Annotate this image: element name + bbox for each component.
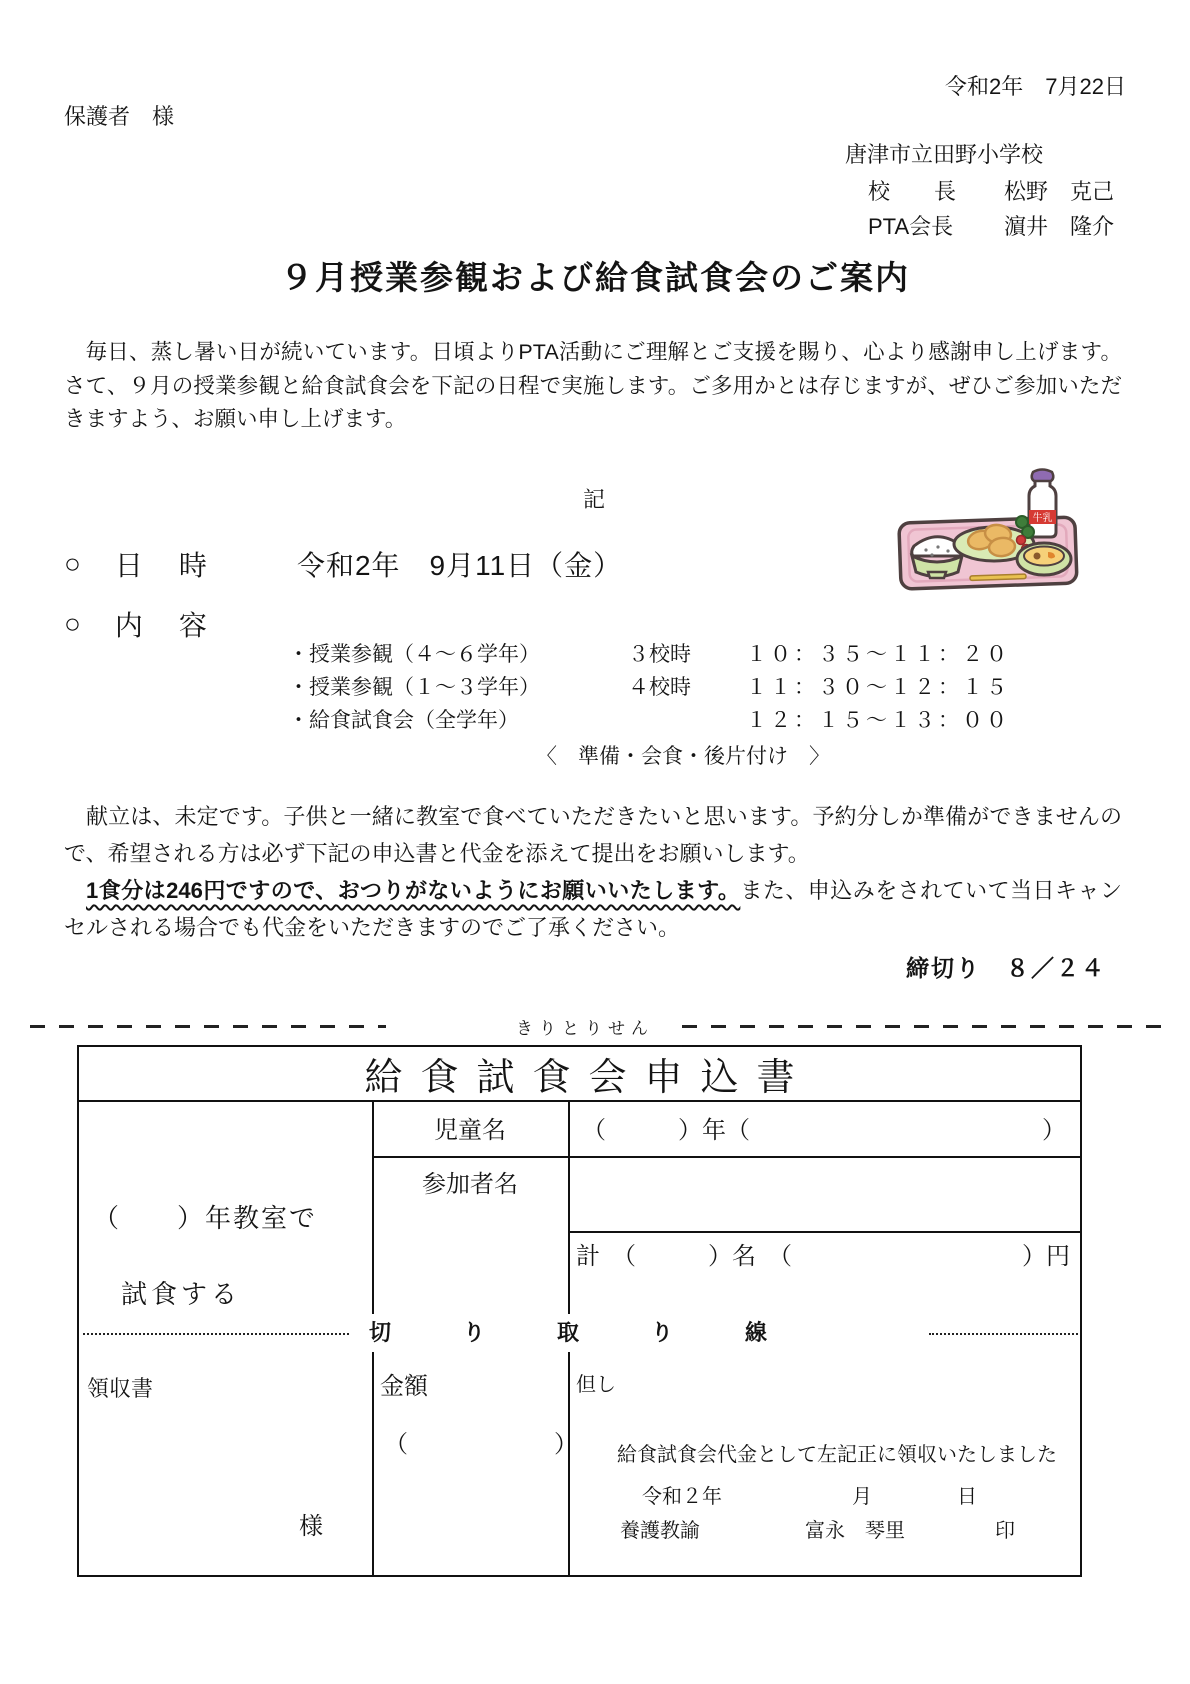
form-cut-dotted-right xyxy=(929,1333,1078,1335)
schedule-row xyxy=(288,702,1010,735)
principal-label: 校 長 xyxy=(868,179,957,204)
price-emphasis: 1食分は246円ですので、おつりがないようにお願いいたします。 xyxy=(86,878,741,903)
schedule-item-period: ３校時 xyxy=(628,642,691,666)
preparation-note: 〈 準備・会食・後片付け 〉 xyxy=(536,745,830,768)
receipt-month: 月 xyxy=(852,1486,872,1508)
schedule-row xyxy=(288,669,1010,702)
form-cut-line-label: 切り取り線 xyxy=(369,1320,840,1345)
form-hline xyxy=(372,1156,1080,1158)
recipient-line: 保護者 様 xyxy=(64,104,175,129)
page-title: ９月授業参観および給食試食会のご案内 xyxy=(280,259,910,296)
schedule-item-period: ４校時 xyxy=(628,675,691,699)
circle-bullet: ○ xyxy=(64,608,81,639)
document-date: 令和2年 7月22日 xyxy=(945,74,1126,99)
principal-line xyxy=(868,175,1114,206)
milk-label-text: 牛乳 xyxy=(1032,513,1053,524)
intro-paragraph: 毎日、蒸し暑い日が続いています。日頃よりPTA活動にご理解とご支援を賜り、心より感謝申し上げます。さて、９月の授業参観と給食試食会を下記の日程で実施します。ご多用かとは存じますが、ぜひご参加いただきますよう、お願い申し上げます。 xyxy=(64,340,1122,431)
amount-field: （ ） xyxy=(384,1431,588,1458)
child-name-field xyxy=(568,1110,1080,1145)
schedule-list xyxy=(288,636,1010,735)
receipt-label: 領収書 xyxy=(87,1376,154,1401)
participants-label: 参加者名 xyxy=(422,1171,518,1198)
deadline: 締切り ８／２４ xyxy=(906,955,1106,981)
form-vline xyxy=(372,1352,374,1575)
price-rest: また、申込みをされていて当日キャンセルされる場合でも代金をいただきますのでご了承ください。 xyxy=(64,878,1122,940)
milk-bottle xyxy=(1029,470,1056,538)
cut-line-label: きりとりせん xyxy=(516,1019,654,1038)
school-name: 唐津市立田野小学校 xyxy=(845,142,1044,167)
tadashi-label: 但し xyxy=(576,1374,616,1396)
milk-cap xyxy=(1032,470,1054,482)
school-lunch-illustration xyxy=(888,460,1090,596)
child-name-label: 児童名 xyxy=(434,1117,506,1144)
schedule-item-label: ・授業参観（４～６学年） xyxy=(288,642,540,666)
signer-line xyxy=(620,1514,1015,1543)
classroom-choice-line2: 試食する xyxy=(121,1279,242,1309)
tomato xyxy=(1017,536,1026,545)
menu-paragraph: 献立は、未定です。子供と一緒に教室で食べていただきたいと思います。予約分しか準備ができませんので、希望される方は必ず下記の申込書と代金を添えて提出をお願いします。 xyxy=(64,804,1122,866)
form-vline xyxy=(568,1352,570,1575)
principal-name: 松野 克己 xyxy=(1003,179,1114,204)
form-cut-dotted-left xyxy=(83,1333,349,1335)
total-field-right: ）円 xyxy=(1022,1243,1070,1270)
pta-label: PTA会長 xyxy=(868,214,954,239)
pta-chair-name: 濵井 隆介 xyxy=(1003,214,1114,239)
schedule-item-label: ・授業参観（１～３学年） xyxy=(288,675,540,699)
amount-label: 金額 xyxy=(380,1373,428,1400)
total-field xyxy=(568,1236,1080,1271)
cut-dash-right xyxy=(682,1025,1166,1028)
receipt-day: 日 xyxy=(957,1486,977,1508)
child-name-field-left: （ ）年（ xyxy=(582,1117,750,1144)
soup-bowl xyxy=(1017,543,1071,575)
event-date-value: 令和2年 9月11日（金） xyxy=(296,550,623,581)
chopsticks xyxy=(970,574,1026,580)
ki-marker: 記 xyxy=(582,487,607,512)
form-body xyxy=(79,1102,1080,1575)
price-paragraph xyxy=(64,872,1122,946)
schedule-item-time: １０：３５～１１：２０ xyxy=(746,642,1010,666)
receipt-date-line xyxy=(642,1480,977,1509)
schedule-item-time: １１：３０～１２：１５ xyxy=(746,675,1010,699)
cut-line xyxy=(30,1014,1166,1039)
pta-chair-line xyxy=(868,210,1114,241)
event-content-line xyxy=(64,604,211,644)
total-field-left: 計 （ ）名 （ xyxy=(576,1243,792,1270)
schedule-item-label: ・給食試食会（全学年） xyxy=(288,708,519,732)
classroom-choice-line1: （ ）年教室で xyxy=(93,1203,318,1233)
seal-label: 印 xyxy=(995,1520,1015,1542)
sama-label: 様 xyxy=(299,1513,323,1540)
signer-title: 養護教諭 xyxy=(620,1520,700,1542)
circle-bullet: ○ xyxy=(64,548,81,579)
schedule-row xyxy=(288,636,1010,669)
child-name-field-right: ） xyxy=(1042,1117,1066,1144)
signer-name: 富永 琴里 xyxy=(805,1520,905,1542)
receipt-statement: 給食試食会代金として左記正に領収いたしました xyxy=(617,1444,1057,1466)
event-date-line xyxy=(64,544,622,584)
event-date-label: 日 時 xyxy=(114,550,211,581)
schedule-item-time: １２：１５～１３：００ xyxy=(746,708,1010,732)
application-form xyxy=(77,1045,1082,1577)
event-content-label: 内 容 xyxy=(114,610,211,641)
form-title: 給食試食会申込書 xyxy=(79,1047,1080,1102)
cut-dash-left xyxy=(30,1025,386,1028)
receipt-year: 令和２年 xyxy=(642,1486,722,1508)
form-hline xyxy=(568,1231,1080,1233)
